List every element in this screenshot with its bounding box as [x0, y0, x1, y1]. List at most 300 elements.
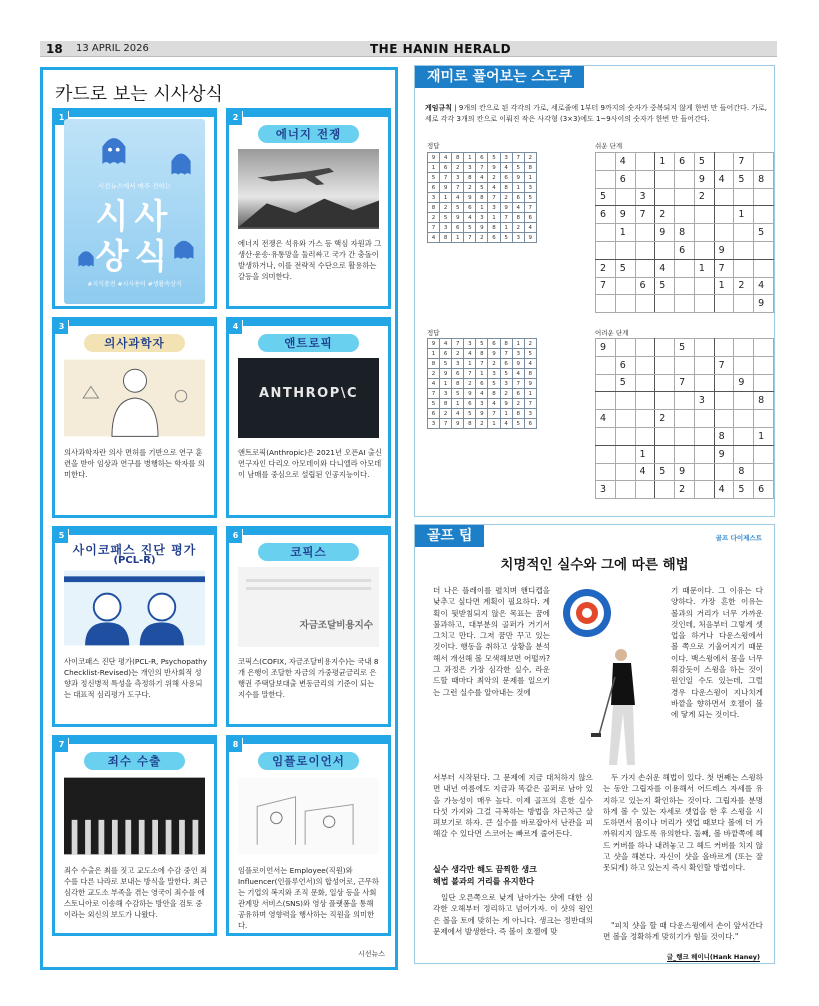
puzzle-cell[interactable]	[615, 241, 635, 259]
golf-column-1-continued: 일단 오른쪽으로 낮게 날아가는 샷에 대한 심각한 오해부터 정리하고 넘어가자. 이 샷의 원인은 볼을 토에 맞히는 게 아니다. 생크는 정반대의 문제에서 발생한다. 즉 볼이 호젤에 맞	[433, 893, 593, 936]
card-4	[226, 317, 391, 518]
puzzle-cell: 4	[754, 277, 774, 295]
solution-cell: 6	[500, 173, 512, 183]
golf-column-2: 기 때문이다. 그 이유는 다양하다. 가장 흔한 이유는 볼과의 거리가 너무 가까운 것인데, 처음부터 그렇게 셋업을 하거나 다운스윙에서 볼 쪽으로 기울어지기 때문이다. 백스윙에서 몸을 너무 휘감듯이 스윙을 하는 것이 원인일 수도 있는데, 그럴 경우 다운스윙이 지나치게 바깥을 향하면서 호젤이 볼에 닿게 되는 것이다.	[671, 586, 763, 720]
solution-cell: 4	[476, 173, 488, 183]
puzzle-cell[interactable]	[655, 170, 675, 188]
puzzle-cell[interactable]	[714, 206, 734, 224]
puzzle-cell: 8	[754, 392, 774, 410]
puzzle-cell[interactable]	[635, 295, 655, 313]
solution-cell: 8	[476, 349, 488, 359]
puzzle-cell: 5	[734, 170, 754, 188]
document-image	[238, 567, 379, 647]
puzzle-cell[interactable]	[734, 427, 754, 445]
card-number: 2	[229, 111, 242, 125]
solution-cell: 8	[464, 419, 476, 429]
puzzle-cell: 3	[694, 392, 714, 410]
puzzle-cell[interactable]	[675, 427, 695, 445]
puzzle-cell[interactable]	[596, 224, 616, 242]
puzzle-cell[interactable]	[754, 339, 774, 357]
card-header-bar	[69, 738, 214, 744]
office-sketch-icon	[238, 776, 379, 856]
solution-cell: 6	[428, 409, 440, 419]
card-number: 4	[229, 320, 242, 334]
puzzle-cell[interactable]	[655, 445, 675, 463]
puzzle-cell[interactable]	[754, 463, 774, 481]
puzzle-cell[interactable]	[655, 481, 675, 499]
puzzle-cell[interactable]	[675, 295, 695, 313]
puzzle-cell: 5	[615, 374, 635, 392]
card-heading: 코픽스	[258, 543, 359, 561]
solution-cell: 5	[464, 223, 476, 233]
solution-cell: 7	[428, 389, 440, 399]
card-heading: 앤트로픽	[258, 334, 359, 352]
puzzle-cell[interactable]	[596, 241, 616, 259]
solution-cell: 9	[452, 419, 464, 429]
solution-cell: 6	[476, 153, 488, 163]
puzzle-cell[interactable]	[734, 241, 754, 259]
puzzle-cell[interactable]	[694, 410, 714, 428]
solution-cell: 4	[440, 153, 452, 163]
puzzle-cell[interactable]	[694, 445, 714, 463]
puzzle-cell[interactable]	[635, 241, 655, 259]
solution-cell: 9	[512, 359, 524, 369]
puzzle-cell[interactable]	[714, 295, 734, 313]
golf-quote: "피치 샷을 할 때 다운스윙에서 손이 앞서간다면 볼을 정확하게 맞히기가 힘들 것이다."	[603, 921, 763, 942]
puzzle-cell[interactable]	[694, 374, 714, 392]
puzzle-cell: 9	[596, 339, 616, 357]
puzzle-cell[interactable]	[635, 153, 655, 171]
puzzle-cell: 5	[694, 153, 714, 171]
card-number: 6	[229, 529, 242, 543]
puzzle-cell[interactable]	[694, 339, 714, 357]
golf-section-title: 골프 팁	[415, 525, 484, 547]
solution-cell: 1	[512, 339, 524, 349]
puzzle-cell[interactable]	[734, 188, 754, 206]
card-text: 앤트로픽(Anthropic)은 2021년 오픈AI 출신 연구자인 다리오 아모데이와 다니엘라 아모데이 남매를 중심으로 설립된 인공지능이다.	[238, 448, 382, 479]
puzzle-cell: 6	[754, 481, 774, 499]
puzzle-cell: 5	[754, 224, 774, 242]
puzzle-cell[interactable]	[655, 356, 675, 374]
solution-cell: 7	[464, 369, 476, 379]
golfer-photo	[551, 585, 671, 775]
puzzle-cell[interactable]	[596, 170, 616, 188]
card-number: 1	[55, 111, 68, 125]
puzzle-cell[interactable]	[754, 206, 774, 224]
puzzle-cell: 4	[635, 463, 655, 481]
solution-cell: 3	[440, 389, 452, 399]
solution-cell: 9	[500, 399, 512, 409]
puzzle-cell[interactable]	[694, 241, 714, 259]
puzzle-cell[interactable]	[734, 295, 754, 313]
solution-cell: 3	[488, 369, 500, 379]
puzzle-cell: 1	[635, 445, 655, 463]
solution-cell: 8	[464, 173, 476, 183]
card-header-bar	[69, 111, 214, 117]
card-illustration	[238, 121, 379, 229]
solution-cell: 1	[512, 183, 524, 193]
puzzle-cell[interactable]	[655, 392, 675, 410]
solution-cell: 5	[488, 379, 500, 389]
puzzle-cell[interactable]	[734, 392, 754, 410]
solution-cell: 6	[500, 359, 512, 369]
puzzle-cell: 9	[675, 463, 695, 481]
solution-cell: 1	[500, 409, 512, 419]
puzzle-cell[interactable]	[694, 463, 714, 481]
solution-cell: 3	[452, 359, 464, 369]
card-number: 3	[55, 320, 68, 334]
solution-cell: 3	[500, 153, 512, 163]
solution-cell: 4	[452, 409, 464, 419]
puzzle-cell: 5	[734, 481, 754, 499]
puzzle-cell: 7	[714, 356, 734, 374]
puzzle-cell[interactable]	[596, 463, 616, 481]
solution-cell: 7	[500, 349, 512, 359]
puzzle-cell[interactable]	[675, 410, 695, 428]
puzzle-cell[interactable]	[596, 374, 616, 392]
card-illustration	[64, 748, 205, 856]
puzzle-cell[interactable]	[615, 392, 635, 410]
puzzle-cell[interactable]	[694, 481, 714, 499]
puzzle-cell[interactable]	[655, 427, 675, 445]
puzzle-cell[interactable]	[714, 374, 734, 392]
card-number: 5	[55, 529, 68, 543]
solution-cell: 2	[464, 183, 476, 193]
solution-cell: 7	[488, 409, 500, 419]
solution-cell: 6	[464, 203, 476, 213]
solution-cell: 2	[488, 359, 500, 369]
sudoku-panel	[414, 65, 775, 517]
puzzle-cell[interactable]	[734, 339, 754, 357]
puzzle-cell[interactable]	[635, 339, 655, 357]
solution-cell: 4	[500, 163, 512, 173]
card-5	[52, 526, 217, 727]
solution-cell: 6	[464, 399, 476, 409]
puzzle-cell[interactable]	[734, 224, 754, 242]
card-header-bar	[243, 738, 388, 744]
solution-cell: 8	[524, 369, 536, 379]
puzzle-cell: 9	[714, 445, 734, 463]
solution-cell: 8	[512, 213, 524, 223]
puzzle-cell[interactable]	[615, 427, 635, 445]
easy-puzzle-grid	[595, 152, 774, 313]
solution-cell: 7	[524, 399, 536, 409]
puzzle-cell: 2	[734, 277, 754, 295]
solution-cell: 3	[524, 183, 536, 193]
solution-cell: 4	[488, 183, 500, 193]
solution-cell: 7	[440, 419, 452, 429]
puzzle-cell: 1	[734, 206, 754, 224]
puzzle-cell[interactable]	[675, 277, 695, 295]
solution-cell: 2	[440, 409, 452, 419]
solution-cell: 3	[512, 233, 524, 243]
puzzle-cell: 4	[615, 153, 635, 171]
puzzle-cell: 9	[734, 374, 754, 392]
sudoku-title: 재미로 풀어보는 스도쿠	[415, 66, 584, 88]
puzzle-cell: 5	[596, 188, 616, 206]
solution-cell: 5	[524, 193, 536, 203]
puzzle-cell[interactable]	[615, 463, 635, 481]
cover-title-1: 시사	[95, 197, 174, 237]
card-illustration	[238, 330, 379, 438]
rules-text: 9개의 칸으로 된 각각의 가로, 세로줄에 1부터 9까지의 숫자가 중복되지 않게 한번 만 들어간다. 가로, 세로 각각 3개의 칸으로 이뤄진 작은 사각형 (3×3)에도 1~9사이의 숫자가 한번 만 들어간다.	[425, 104, 768, 123]
solution-cell: 8	[452, 379, 464, 389]
easy-label: 쉬운 단계	[595, 142, 623, 150]
solution-cell: 4	[428, 379, 440, 389]
puzzle-cell[interactable]	[635, 427, 655, 445]
solution-cell: 5	[428, 173, 440, 183]
puzzle-cell[interactable]	[734, 356, 754, 374]
puzzle-cell[interactable]	[694, 206, 714, 224]
card-news-panel	[40, 67, 398, 970]
puzzle-cell[interactable]	[714, 392, 734, 410]
puzzle-cell: 6	[675, 241, 695, 259]
solution-cell: 3	[464, 339, 476, 349]
puzzle-cell[interactable]	[714, 339, 734, 357]
puzzle-cell[interactable]	[714, 410, 734, 428]
solution-cell: 3	[452, 173, 464, 183]
puzzle-cell: 6	[596, 206, 616, 224]
solution-cell: 6	[452, 369, 464, 379]
cover-tags: #지식충전 #시사용어 #생활속상식	[87, 281, 182, 288]
cover-top-text: 시선뉴스에서 매주 전하는	[97, 182, 172, 190]
solution-cell: 9	[488, 349, 500, 359]
puzzle-cell: 6	[615, 170, 635, 188]
solution-cell: 1	[464, 153, 476, 163]
puzzle-cell[interactable]	[655, 374, 675, 392]
puzzle-cell[interactable]	[675, 206, 695, 224]
puzzle-cell: 9	[694, 170, 714, 188]
card-header-bar	[243, 111, 388, 117]
solution-cell: 5	[452, 389, 464, 399]
solution-cell: 3	[428, 193, 440, 203]
puzzle-cell[interactable]	[615, 188, 635, 206]
puzzle-cell[interactable]	[635, 224, 655, 242]
solution-cell: 6	[476, 379, 488, 389]
card-text: 임플로이언서는 Employee(직원)와 Influencer(인플루언서)의 합성어로, 근무하는 기업의 복지와 조직 문화, 일상 등을 사회관계망 서비스(SNS)와 영상 플랫폼을 통해 공유하며 영향력을 행사하는 직원을 의미한다.	[238, 866, 379, 930]
solution-cell: 7	[476, 163, 488, 173]
solution-cell: 6	[428, 183, 440, 193]
rules-label: 게임규칙	[425, 104, 453, 112]
puzzle-cell[interactable]	[675, 392, 695, 410]
puzzle-cell[interactable]	[714, 224, 734, 242]
puzzle-cell: 8	[675, 224, 695, 242]
puzzle-cell[interactable]	[615, 410, 635, 428]
solution-cell: 6	[512, 193, 524, 203]
puzzle-cell[interactable]	[734, 410, 754, 428]
card-text: 사이코패스 진단 평가(PCL-R, Psychopathy Checklist-Revised)는 개인의 반사회적 성향과 정신병적 특성을 측정하기 위해 사용되는 대표적 심리평가 도구다.	[64, 657, 208, 699]
puzzle-cell: 6	[675, 153, 695, 171]
solution-cell: 9	[488, 163, 500, 173]
solution-cell: 1	[488, 213, 500, 223]
solution-cell: 9	[428, 339, 440, 349]
card-header-bar	[243, 529, 388, 535]
jet-image	[238, 149, 379, 229]
puzzle-cell[interactable]	[694, 356, 714, 374]
puzzle-cell[interactable]	[596, 427, 616, 445]
solution-cell: 1	[476, 369, 488, 379]
puzzle-cell[interactable]	[754, 374, 774, 392]
solution-cell: 9	[464, 193, 476, 203]
puzzle-cell[interactable]	[596, 153, 616, 171]
puzzle-cell[interactable]	[655, 241, 675, 259]
puzzle-cell[interactable]	[754, 153, 774, 171]
puzzle-cell: 2	[596, 259, 616, 277]
puzzle-cell[interactable]	[714, 153, 734, 171]
golf-column-1-wide: 서부터 시작된다. 그 문제에 지금 대처하지 않으면 내년 여름에도 지금과 똑같은 골퍼로 남아 있을 가능성이 매우 높다. 이제 골프의 흔한 실수 다섯 가지와 그걸 극복하는 방법을 차근차근 살펴보기로 하자. 큰 실수를 바로잡아서 난관을 피해갈 수 있다면 스코어는 빠르게 줄어든다.	[433, 773, 593, 839]
puzzle-cell[interactable]	[694, 295, 714, 313]
puzzle-cell[interactable]	[694, 427, 714, 445]
solution-cell: 6	[488, 339, 500, 349]
solution-cell: 4	[500, 419, 512, 429]
puzzle-cell[interactable]	[655, 339, 675, 357]
puzzle-cell[interactable]	[596, 356, 616, 374]
solution-cell: 5	[500, 369, 512, 379]
solution-cell: 8	[512, 409, 524, 419]
hard-solution-grid	[427, 338, 537, 429]
solution-cell: 7	[524, 203, 536, 213]
card-illustration	[64, 330, 205, 438]
puzzle-cell[interactable]	[675, 259, 695, 277]
puzzle-cell[interactable]	[635, 170, 655, 188]
puzzle-cell[interactable]	[635, 374, 655, 392]
puzzle-cell: 8	[734, 463, 754, 481]
solution-cell: 3	[476, 213, 488, 223]
puzzle-cell: 1	[714, 277, 734, 295]
puzzle-cell: 7	[675, 374, 695, 392]
solution-cell: 6	[524, 213, 536, 223]
solution-cell: 8	[440, 399, 452, 409]
solution-cell: 7	[452, 183, 464, 193]
puzzle-cell[interactable]	[754, 410, 774, 428]
solution-cell: 3	[476, 399, 488, 409]
solution-cell: 1	[428, 163, 440, 173]
solution-cell: 7	[512, 379, 524, 389]
solution-cell: 9	[512, 173, 524, 183]
solution-cell: 9	[476, 409, 488, 419]
puzzle-cell: 2	[655, 206, 675, 224]
puzzle-cell: 3	[635, 188, 655, 206]
golf-column-2-continued: 두 가지 손쉬운 해법이 있다. 첫 번째는 스윙하는 동안 그립자를 이용해서 어드레스 자세를 유지하고 있는지 확인하는 것이다. 그립자를 분명하게 볼 수 있는 자세로 셋업을 한 후 스윙을 시도하면서 몸이나 머리가 셋업 때보다 볼에 더 가까워지지 않도록 유의한다. 둘째, 볼 바깥쪽에 헤드 커버를 하나 내려놓고 그 헤드 커버를 치지 않고 샷을 해본다. 자신이 샷을 올바르게 (또는 잘못되게) 하고 있는지 즉시 확인할 방법이다.	[603, 773, 763, 873]
puzzle-cell[interactable]	[635, 410, 655, 428]
puzzle-cell[interactable]	[655, 295, 675, 313]
card-illustration	[64, 539, 205, 647]
puzzle-cell: 5	[615, 259, 635, 277]
puzzle-cell[interactable]	[596, 392, 616, 410]
card-3	[52, 317, 217, 518]
puzzle-cell: 9	[615, 206, 635, 224]
puzzle-cell: 7	[734, 153, 754, 171]
solution-cell: 1	[524, 389, 536, 399]
puzzle-cell[interactable]	[635, 392, 655, 410]
solution-cell: 1	[440, 193, 452, 203]
solution-cell: 8	[428, 203, 440, 213]
puzzle-cell[interactable]	[596, 445, 616, 463]
answer-label-1: 정답	[427, 142, 440, 150]
solution-cell: 3	[512, 349, 524, 359]
puzzle-cell[interactable]	[635, 259, 655, 277]
puzzle-cell[interactable]	[675, 170, 695, 188]
puzzle-cell[interactable]	[754, 241, 774, 259]
solution-cell: 4	[428, 233, 440, 243]
puzzle-cell[interactable]	[734, 445, 754, 463]
puzzle-cell[interactable]	[615, 445, 635, 463]
golf-headline: 치명적인 실수와 그에 따른 해법	[500, 557, 689, 573]
card-subheading: (PCL-R)	[113, 555, 156, 566]
page-number: 18	[46, 42, 63, 56]
cover-illustration	[64, 119, 205, 304]
puzzle-cell[interactable]	[675, 188, 695, 206]
solution-cell: 7	[512, 153, 524, 163]
answer-label-2: 정답	[427, 329, 440, 337]
puzzle-cell[interactable]	[615, 277, 635, 295]
golf-column-1: 더 나은 플레이를 펼치며 핸디캡을 낮추고 싶다면 계획이 필요하다. 계획이 뒷받침되지 않은 목표는 꿈에 불과하고, 대부분의 골퍼가 거기서 그치고 만다. 그저 꿈만 꾸고 있는 것이다. 행동을 취하고 상황을 분석해서 개선해 볼 모색해보면 어떨까? 그 과정은 가장 심각한 실수, 라운드할 때마다 최악의 문제를 일으키는 그런 실수를 알아내는 것에	[433, 586, 550, 697]
card-heading: 죄수 수출	[84, 752, 185, 770]
puzzle-cell: 3	[596, 481, 616, 499]
puzzle-cell[interactable]	[694, 224, 714, 242]
solution-cell: 2	[452, 163, 464, 173]
puzzle-cell: 9	[714, 241, 734, 259]
puzzle-cell[interactable]	[714, 463, 734, 481]
puzzle-cell: 5	[675, 339, 695, 357]
puzzle-cell[interactable]	[615, 339, 635, 357]
puzzle-cell[interactable]	[596, 295, 616, 313]
puzzle-cell[interactable]	[714, 188, 734, 206]
solution-cell: 8	[488, 389, 500, 399]
solution-cell: 4	[464, 213, 476, 223]
solution-cell: 8	[476, 193, 488, 203]
solution-cell: 4	[524, 359, 536, 369]
puzzle-cell[interactable]	[635, 356, 655, 374]
puzzle-cell[interactable]	[754, 356, 774, 374]
sudoku-rules: 게임규칙 | 9개의 칸으로 된 각각의 가로, 세로줄에 1부터 9까지의 숫자가 중복되지 않게 한번 만 들어간다. 가로, 세로 각각 3개의 칸으로 이뤄진 작은 사각형 (3×3)에도 1~9사이의 숫자가 한번 만 들어간다.	[425, 104, 768, 123]
solution-cell: 7	[500, 213, 512, 223]
image-credit: 시선뉴스	[357, 950, 385, 958]
puzzle-cell: 6	[635, 277, 655, 295]
solution-cell: 1	[500, 223, 512, 233]
golf-subheading	[433, 864, 593, 888]
solution-cell: 9	[440, 183, 452, 193]
puzzle-cell: 4	[655, 259, 675, 277]
card-7	[52, 735, 217, 936]
doctor-scientist-icon	[64, 358, 205, 438]
puzzle-cell[interactable]	[615, 295, 635, 313]
solution-cell: 1	[452, 233, 464, 243]
puzzle-cell[interactable]	[734, 259, 754, 277]
solution-cell: 2	[428, 213, 440, 223]
puzzle-cell[interactable]	[615, 481, 635, 499]
puzzle-cell: 4	[714, 170, 734, 188]
puzzle-cell[interactable]	[754, 445, 774, 463]
solution-cell: 1	[524, 173, 536, 183]
solution-cell: 3	[500, 379, 512, 389]
solution-cell: 1	[440, 379, 452, 389]
puzzle-cell[interactable]	[655, 188, 675, 206]
puzzle-cell: 2	[655, 410, 675, 428]
puzzle-cell[interactable]	[635, 481, 655, 499]
solution-cell: 9	[524, 233, 536, 243]
puzzle-cell[interactable]	[754, 259, 774, 277]
puzzle-cell[interactable]	[754, 188, 774, 206]
solution-cell: 2	[524, 153, 536, 163]
puzzle-cell[interactable]	[694, 277, 714, 295]
puzzle-cell[interactable]	[675, 445, 695, 463]
document-label: 자금조달비용지수	[299, 620, 373, 631]
card-text: 에너지 전쟁은 석유와 가스 등 핵심 자원과 그 생산·운송·유통망을 둘러싸고 국가 간 충돌이 발생하거나, 이를 전략적 수단으로 활용하는 갈등을 의미한다.	[238, 239, 382, 281]
solution-cell: 2	[476, 233, 488, 243]
puzzle-cell[interactable]	[675, 356, 695, 374]
issue-date: 13 APRIL 2026	[76, 43, 149, 54]
